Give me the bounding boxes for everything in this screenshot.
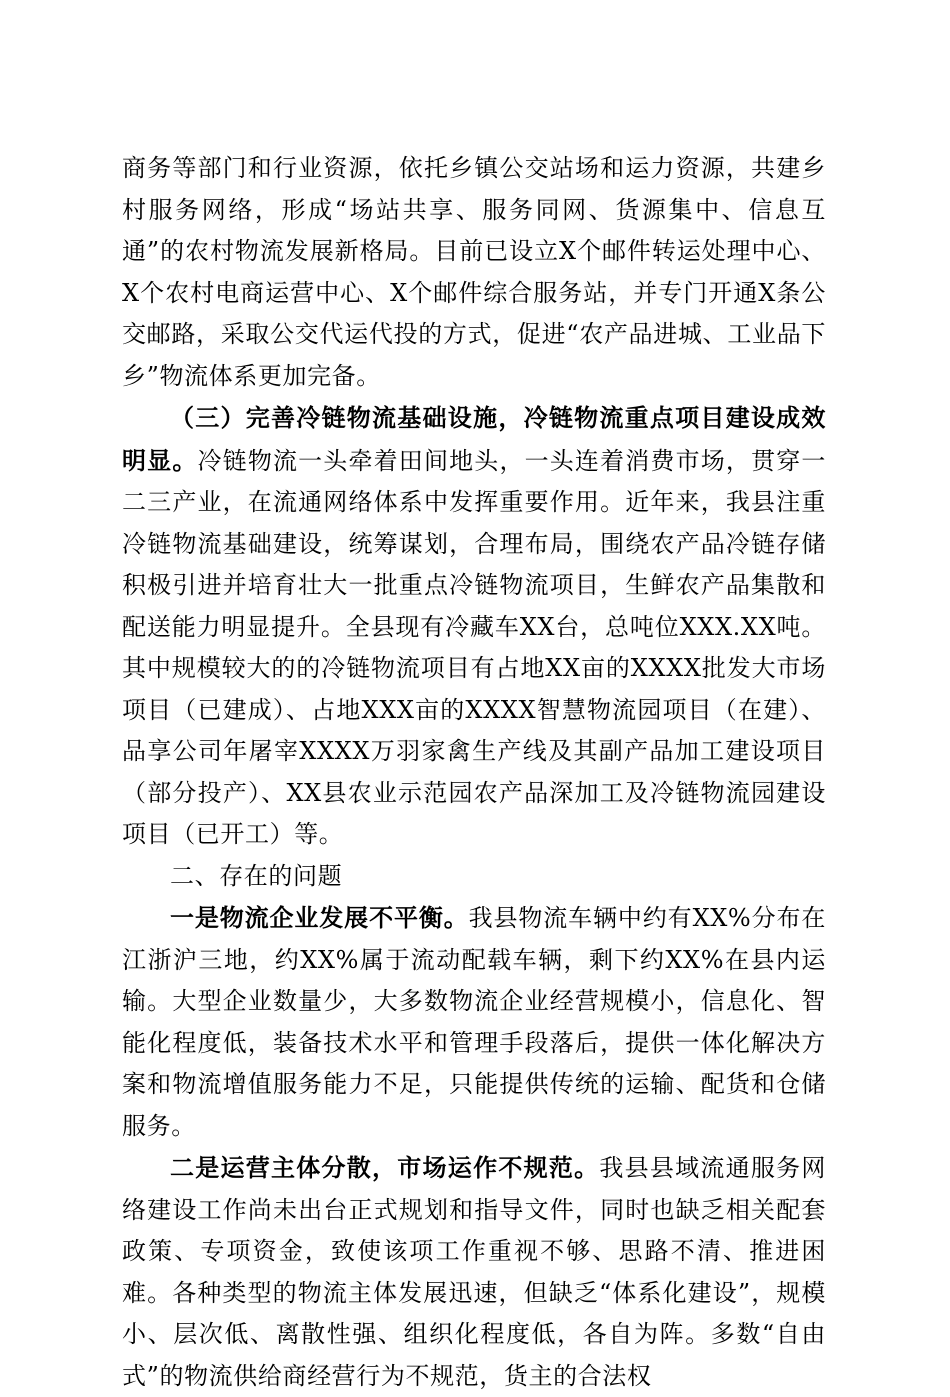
paragraph-issue-1 <box>122 897 826 1147</box>
paragraph-text: 商务等部门和行业资源，依托乡镇公交站场和运力资源，共建乡村服务网络，形成“场站共享、服务同网、货源集中、信息互通”的农村物流发展新格局。目前已设立X个邮件转运处理中心、X个农村电商运营中心、X个邮件综合服务站，并专门开通X条公交邮路，采取公交代运代投的方式，促进“农产品进城、工业品下乡”物流体系更加完备。 <box>122 154 826 390</box>
section-heading: 二、存在的问题 <box>170 861 343 890</box>
paragraph-cold-chain <box>122 397 826 856</box>
paragraph-lead: 一是物流企业发展不平衡。 <box>170 903 469 932</box>
paragraph-lead: （三）完善冷链物流基础设施，冷链物流重点项目建设成效明显。 <box>122 403 826 475</box>
paragraph-text: 我县县域流通服务网络建设工作尚未出台正式规划和指导文件，同时也缺乏相关配套政策、专项资金，致使该项工作重视不够、思路不清、推进困难。各种类型的物流主体发展迅速，但缺乏“体系化建设”，规模小、层次低、离散性强、组织化程度低，各自为阵。多数“自由式”的物流供给商经营行为不规范，货主的合法权 <box>122 1154 827 1390</box>
paragraph-continuation <box>122 148 826 397</box>
paragraph-text: 我县物流车辆中约有XX%分布在江浙沪三地，约XX%属于流动配载车辆，剩下约XX%在县内运输。大型企业数量少，大多数物流企业经营规模小，信息化、智能化程度低，装备技术水平和管理手段落后，提供一体化解决方案和物流增值服务能力不足，只能提供传统的运输、配货和仓储服务。 <box>122 904 826 1140</box>
document-page <box>122 148 826 1397</box>
paragraph-text: 冷链物流一头牵着田间地头，一头连着消费市场，贯穿一二三产业，在流通网络体系中发挥重要作用。近年来，我县注重冷链物流基础建设，统筹谋划，合理布局，围绕农产品冷链存储积极引进并培育壮大一批重点冷链物流项目，生鲜农产品集散和配送能力明显提升。全县现有冷藏车XX台，总吨位XXX.XX吨。其中规模较大的的冷链物流项目有占地XX亩的XXXX批发大市场项目（已建成）、占地XXX亩的XXXX智慧物流园项目（在建）、品享公司年屠宰XXXX万羽家禽生产线及其副产品加工建设项目（部分投产）、XX县农业示范园农产品深加工及冷链物流园建设项目（已开工）等。 <box>122 446 826 848</box>
paragraph-lead: 二是运营主体分散，市场运作不规范。 <box>170 1153 600 1182</box>
paragraph-issue-2 <box>122 1147 826 1397</box>
